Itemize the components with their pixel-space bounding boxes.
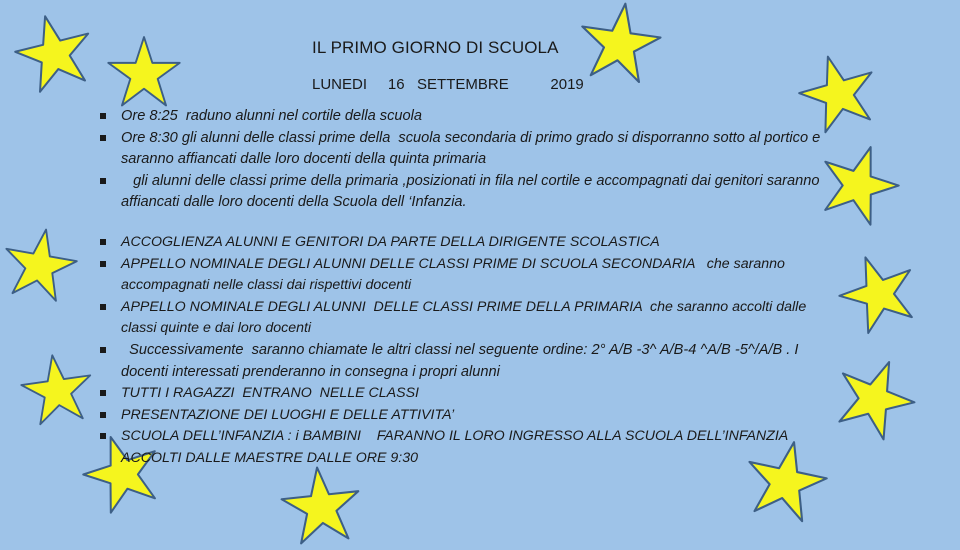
schedule-list [98, 106, 838, 470]
list-item: APPELLO NOMINALE DEGLI ALUNNI DELLE CLASSI PRIME DI SCUOLA SECONDARIA che saranno accompagnati nelle classi dai rispettivi docenti [98, 254, 838, 297]
date-line: LUNEDI 16 SETTEMBRE 2019 [312, 76, 584, 93]
list-item: SCUOLA DELL’INFANZIA : i BAMBINI FARANNO IL LORO INGRESSO ALLA SCUOLA DELL’INFANZIA ACCOLTI DALLE MAESTRE DALLE ORE 9:30 [98, 426, 838, 469]
slide-title: IL PRIMO GIORNO DI SCUOLA [312, 38, 559, 57]
list-item: APPELLO NOMINALE DEGLI ALUNNI DELLE CLASSI PRIME DELLA PRIMARIA che saranno accolti dalle classi quinte e dai loro docenti [98, 297, 838, 340]
star-icon [106, 34, 182, 110]
star-icon [0, 220, 84, 308]
list-item: Successivamente saranno chiamate le altri classi nel seguente ordine: 2° A/B -3^ A/B-4 ^A/B -5^/A/B . I docenti interessati prenderanno in consegna i propri alunni [98, 340, 838, 383]
list-item: gli alunni delle classi prime della primaria ,posizionati in fila nel cortile e accompagnati dai genitori saranno affiancati dalle loro docenti della Scuola dell ‘Infanzia. [98, 171, 838, 214]
star-icon [6, 4, 103, 101]
list-item: PRESENTAZIONE DEI LUOGHI E DELLE ATTIVITA’ [98, 405, 838, 427]
star-icon [827, 241, 930, 344]
star-icon [276, 460, 366, 550]
star-icon [15, 347, 99, 431]
list-item: Ore 8:25 raduno alunni nel cortile della scuola [98, 106, 838, 128]
list-item: TUTTI I RAGAZZI ENTRANO NELLE CLASSI [98, 383, 838, 405]
star-icon [573, 0, 668, 89]
list-item: Ore 8:30 gli alunni delle classi prime della scuola secondaria di primo grado si disporranno sotto al portico e saranno affiancati dalle loro docenti della quinta primaria [98, 128, 838, 171]
list-item: ACCOGLIENZA ALUNNI E GENITORI DA PARTE DELLA DIRIGENTE SCOLASTICA [98, 232, 838, 254]
